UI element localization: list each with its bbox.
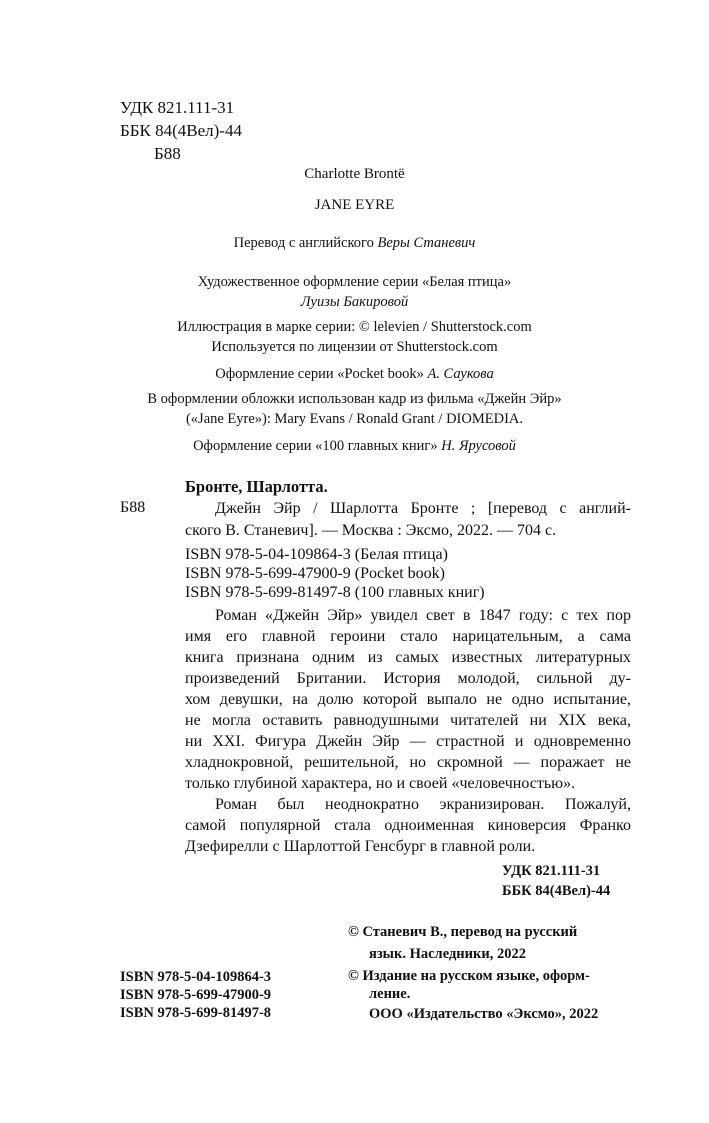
bib-isbn-3: ISBN 978-5-699-81497-8 (100 главных книг) [185, 584, 485, 601]
annotation-line: Роман «Джейн Эйр» увидел свет в 1847 году: с тех пор [215, 607, 631, 624]
copyright-line: © Издание на русском языке, оформ- [348, 968, 590, 984]
author-mark: Б88 [154, 144, 181, 163]
series-design-credit: Художественное оформление серии «Белая птица» [197, 274, 512, 290]
bib-isbn-1: ISBN 978-5-04-109864-3 (Белая птица) [185, 546, 448, 563]
cover-credit-line-2: («Jane Eyre»): Mary Evans / Ronald Grant / DIOMEDIA. [185, 411, 524, 427]
copyright-line: ООО «Издательство «Эксмо», 2022 [369, 1006, 599, 1022]
series100-prefix: Оформление серии «100 главных книг» [193, 438, 438, 454]
udk-code: УДК 821.111-31 [120, 98, 235, 117]
cover-credit-line-1: В оформлении обложки использован кадр из фильма «Джейн Эйр» [147, 391, 562, 407]
annotation-line: самой популярной стала одноименная киноверсия Франко [185, 817, 631, 834]
footer-udk: УДК 821.111-31 [502, 863, 601, 879]
footer-isbn: ISBN 978-5-699-47900-9 [120, 987, 272, 1003]
series100-credit [0, 436, 709, 456]
bib-heading: Бронте, Шарлотта. [185, 477, 328, 496]
footer-bbk: ББК 84(4Вел)-44 [502, 883, 611, 899]
annotation-line: книга признана одним из самых известных литературных [185, 649, 631, 666]
bib-entry-line-1: Джейн Эйр / Шарлотта Бронте ; [перевод с англий- [215, 500, 631, 517]
series100-designer-name: Н. Ярусовой [441, 438, 516, 454]
copyright-line: ление. [369, 986, 411, 1002]
bib-isbn-2: ISBN 978-5-699-47900-9 (Pocket book) [185, 565, 445, 582]
copyright-line: язык. Наследники, 2022 [369, 946, 526, 962]
pocket-designer-name: А. Саукова [427, 366, 494, 382]
license-credit: Используется по лицензии от Shutterstock.com [211, 339, 498, 355]
footer-isbn: ISBN 978-5-699-81497-8 [120, 1005, 272, 1021]
original-author: Charlotte Brontë [304, 166, 405, 182]
annotation-line: ни XXI. Фигура Джейн Эйр — страстной и одновременно [185, 733, 631, 750]
pocket-design-credit [0, 364, 709, 384]
bib-entry-line-2: ского В. Станевич]. — Москва : Эксмо, 2022. — 704 с. [185, 522, 557, 539]
bbk-code: ББК 84(4Вел)-44 [120, 121, 242, 140]
annotation-line: Роман был неоднократно экранизирован. Пожалуй, [215, 796, 631, 813]
translator-name: Веры Станевич [377, 235, 476, 251]
original-title: JANE EYRE [314, 197, 395, 213]
annotation-line: не могла оставить равнодушными читателей ни XIX века, [185, 712, 631, 729]
annotation-line: произведений Британии. История молодой, сильной ду- [185, 670, 631, 687]
copyright-line: © Станевич В., перевод на русский [348, 924, 578, 940]
bib-mark: Б88 [120, 499, 146, 516]
annotation-line: только глубиной характера, но и своей «человечностью». [185, 775, 576, 792]
annotation-line: имя его главной героини стало нарицательным, а сама [185, 628, 631, 645]
annotation-line: Дзефирелли с Шарлоттой Генсбург в главной роли. [185, 838, 536, 855]
pocket-design-prefix: Оформление серии «Pocket book» [215, 366, 424, 382]
annotation-line: хом девушки, на долю которой выпало не одно испытание, [185, 691, 631, 708]
series-designer-name: Луизы Бакировой [300, 294, 409, 310]
footer-isbn: ISBN 978-5-04-109864-3 [120, 969, 272, 985]
illustration-credit: Иллюстрация в марке серии: © lelevien / Shutterstock.com [177, 319, 532, 335]
translation-credit [0, 233, 709, 253]
annotation-line: хладнокровной, решительной, но скромной — поражает не [185, 754, 631, 771]
translation-prefix: Перевод с английского [233, 235, 374, 251]
